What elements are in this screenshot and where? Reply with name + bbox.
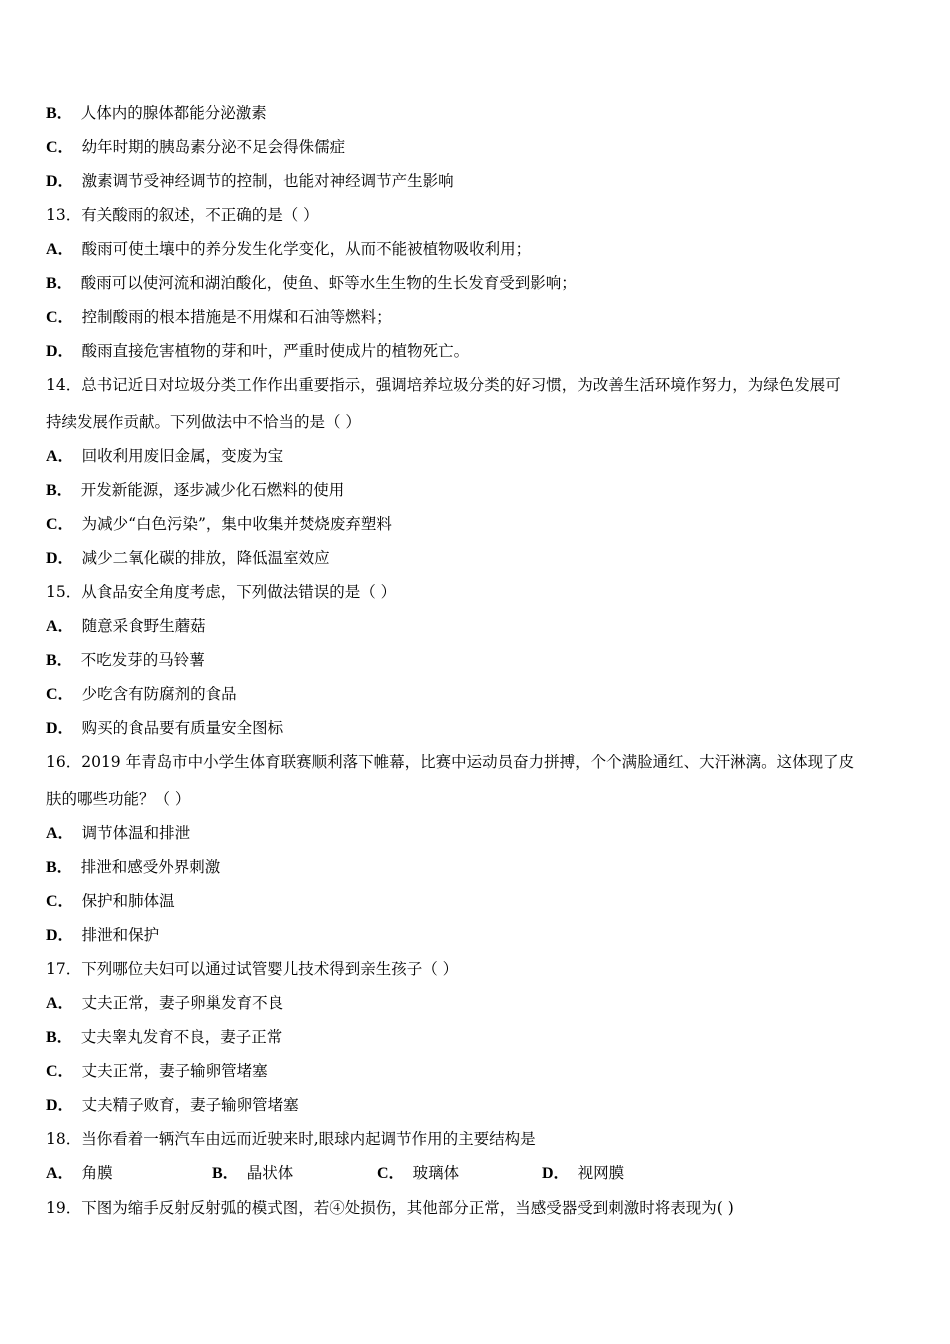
q16-option-c: C． 保护和肺体温 xyxy=(46,892,175,910)
q15-stem: 15．从食品安全角度考虑，下列做法错误的是（ ） xyxy=(46,583,397,601)
q17-option-a: A． 丈夫正常，妻子卵巢发育不良 xyxy=(46,994,284,1012)
q12-option-d: D． 激素调节受神经调节的控制，也能对神经调节产生影响 xyxy=(46,172,454,190)
q18-options-row xyxy=(46,1163,906,1183)
q18-option-a: A． 角膜 xyxy=(46,1164,113,1182)
q12-option-c: C． 幼年时期的胰岛素分泌不足会得侏儒症 xyxy=(46,138,346,156)
q15-option-d: D． 购买的食品要有质量安全图标 xyxy=(46,719,284,737)
q16-stem-line2: 肤的哪些功能？（ ） xyxy=(46,790,191,808)
q18-option-b: B． 晶状体 xyxy=(212,1164,294,1182)
q16-stem-line1: 16．2019 年青岛市中小学生体育联赛顺利落下帷幕，比赛中运动员奋力拼搏，个个满脸通红、大汗淋漓。这体现了皮 xyxy=(46,753,855,771)
q16-option-d: D． 排泄和保护 xyxy=(46,926,160,944)
q18-option-c: C． 玻璃体 xyxy=(377,1164,460,1182)
q14-option-c: C． 为减少“白色污染”，集中收集并焚烧废弃塑料 xyxy=(46,515,392,533)
q18-option-d: D． 视网膜 xyxy=(542,1164,625,1182)
q14-stem-line2: 持续发展作贡献。下列做法中不恰当的是（ ） xyxy=(46,413,361,431)
q15-option-c: C． 少吃含有防腐剂的食品 xyxy=(46,685,237,703)
q14-option-b: B． 开发新能源，逐步减少化石燃料的使用 xyxy=(46,481,345,499)
q19-stem: 19．下图为缩手反射反射弧的模式图，若④处损伤，其他部分正常，当感受器受到刺激时将表现为( ) xyxy=(46,1199,734,1217)
q17-option-c: C． 丈夫正常，妻子输卵管堵塞 xyxy=(46,1062,268,1080)
q13-stem: 13．有关酸雨的叙述，不正确的是（ ） xyxy=(46,206,319,224)
q12-option-b: B． 人体内的腺体都能分泌激素 xyxy=(46,104,267,122)
q17-option-d: D． 丈夫精子败育，妻子输卵管堵塞 xyxy=(46,1096,299,1114)
q13-option-a: A． 酸雨可使土壤中的养分发生化学变化，从而不能被植物吸收利用； xyxy=(46,240,532,258)
q17-stem: 17．下列哪位夫妇可以通过试管婴儿技术得到亲生孩子（ ） xyxy=(46,960,459,978)
q13-option-c: C． 控制酸雨的根本措施是不用煤和石油等燃料； xyxy=(46,308,392,326)
q14-option-a: A． 回收利用废旧金属，变废为宝 xyxy=(46,447,284,465)
q15-option-a: A． 随意采食野生蘑菇 xyxy=(46,617,206,635)
q17-option-b: B． 丈夫睾丸发育不良，妻子正常 xyxy=(46,1028,283,1046)
q13-option-b: B． 酸雨可以使河流和湖泊酸化，使鱼、虾等水生生物的生长发育受到影响； xyxy=(46,274,577,292)
q14-option-d: D． 减少二氧化碳的排放，降低温室效应 xyxy=(46,549,330,567)
q13-option-d: D． 酸雨直接危害植物的芽和叶，严重时使成片的植物死亡。 xyxy=(46,342,470,360)
q18-stem: 18．当你看着一辆汽车由远而近驶来时,眼球内起调节作用的主要结构是 xyxy=(46,1130,536,1148)
q15-option-b: B． 不吃发芽的马铃薯 xyxy=(46,651,205,669)
q14-stem-line1: 14．总书记近日对垃圾分类工作作出重要指示，强调培养垃圾分类的好习惯，为改善生活环境作努力，为绿色发展可 xyxy=(46,376,841,394)
q16-option-b: B． 排泄和感受外界刺激 xyxy=(46,858,221,876)
q16-option-a: A． 调节体温和排泄 xyxy=(46,824,191,842)
